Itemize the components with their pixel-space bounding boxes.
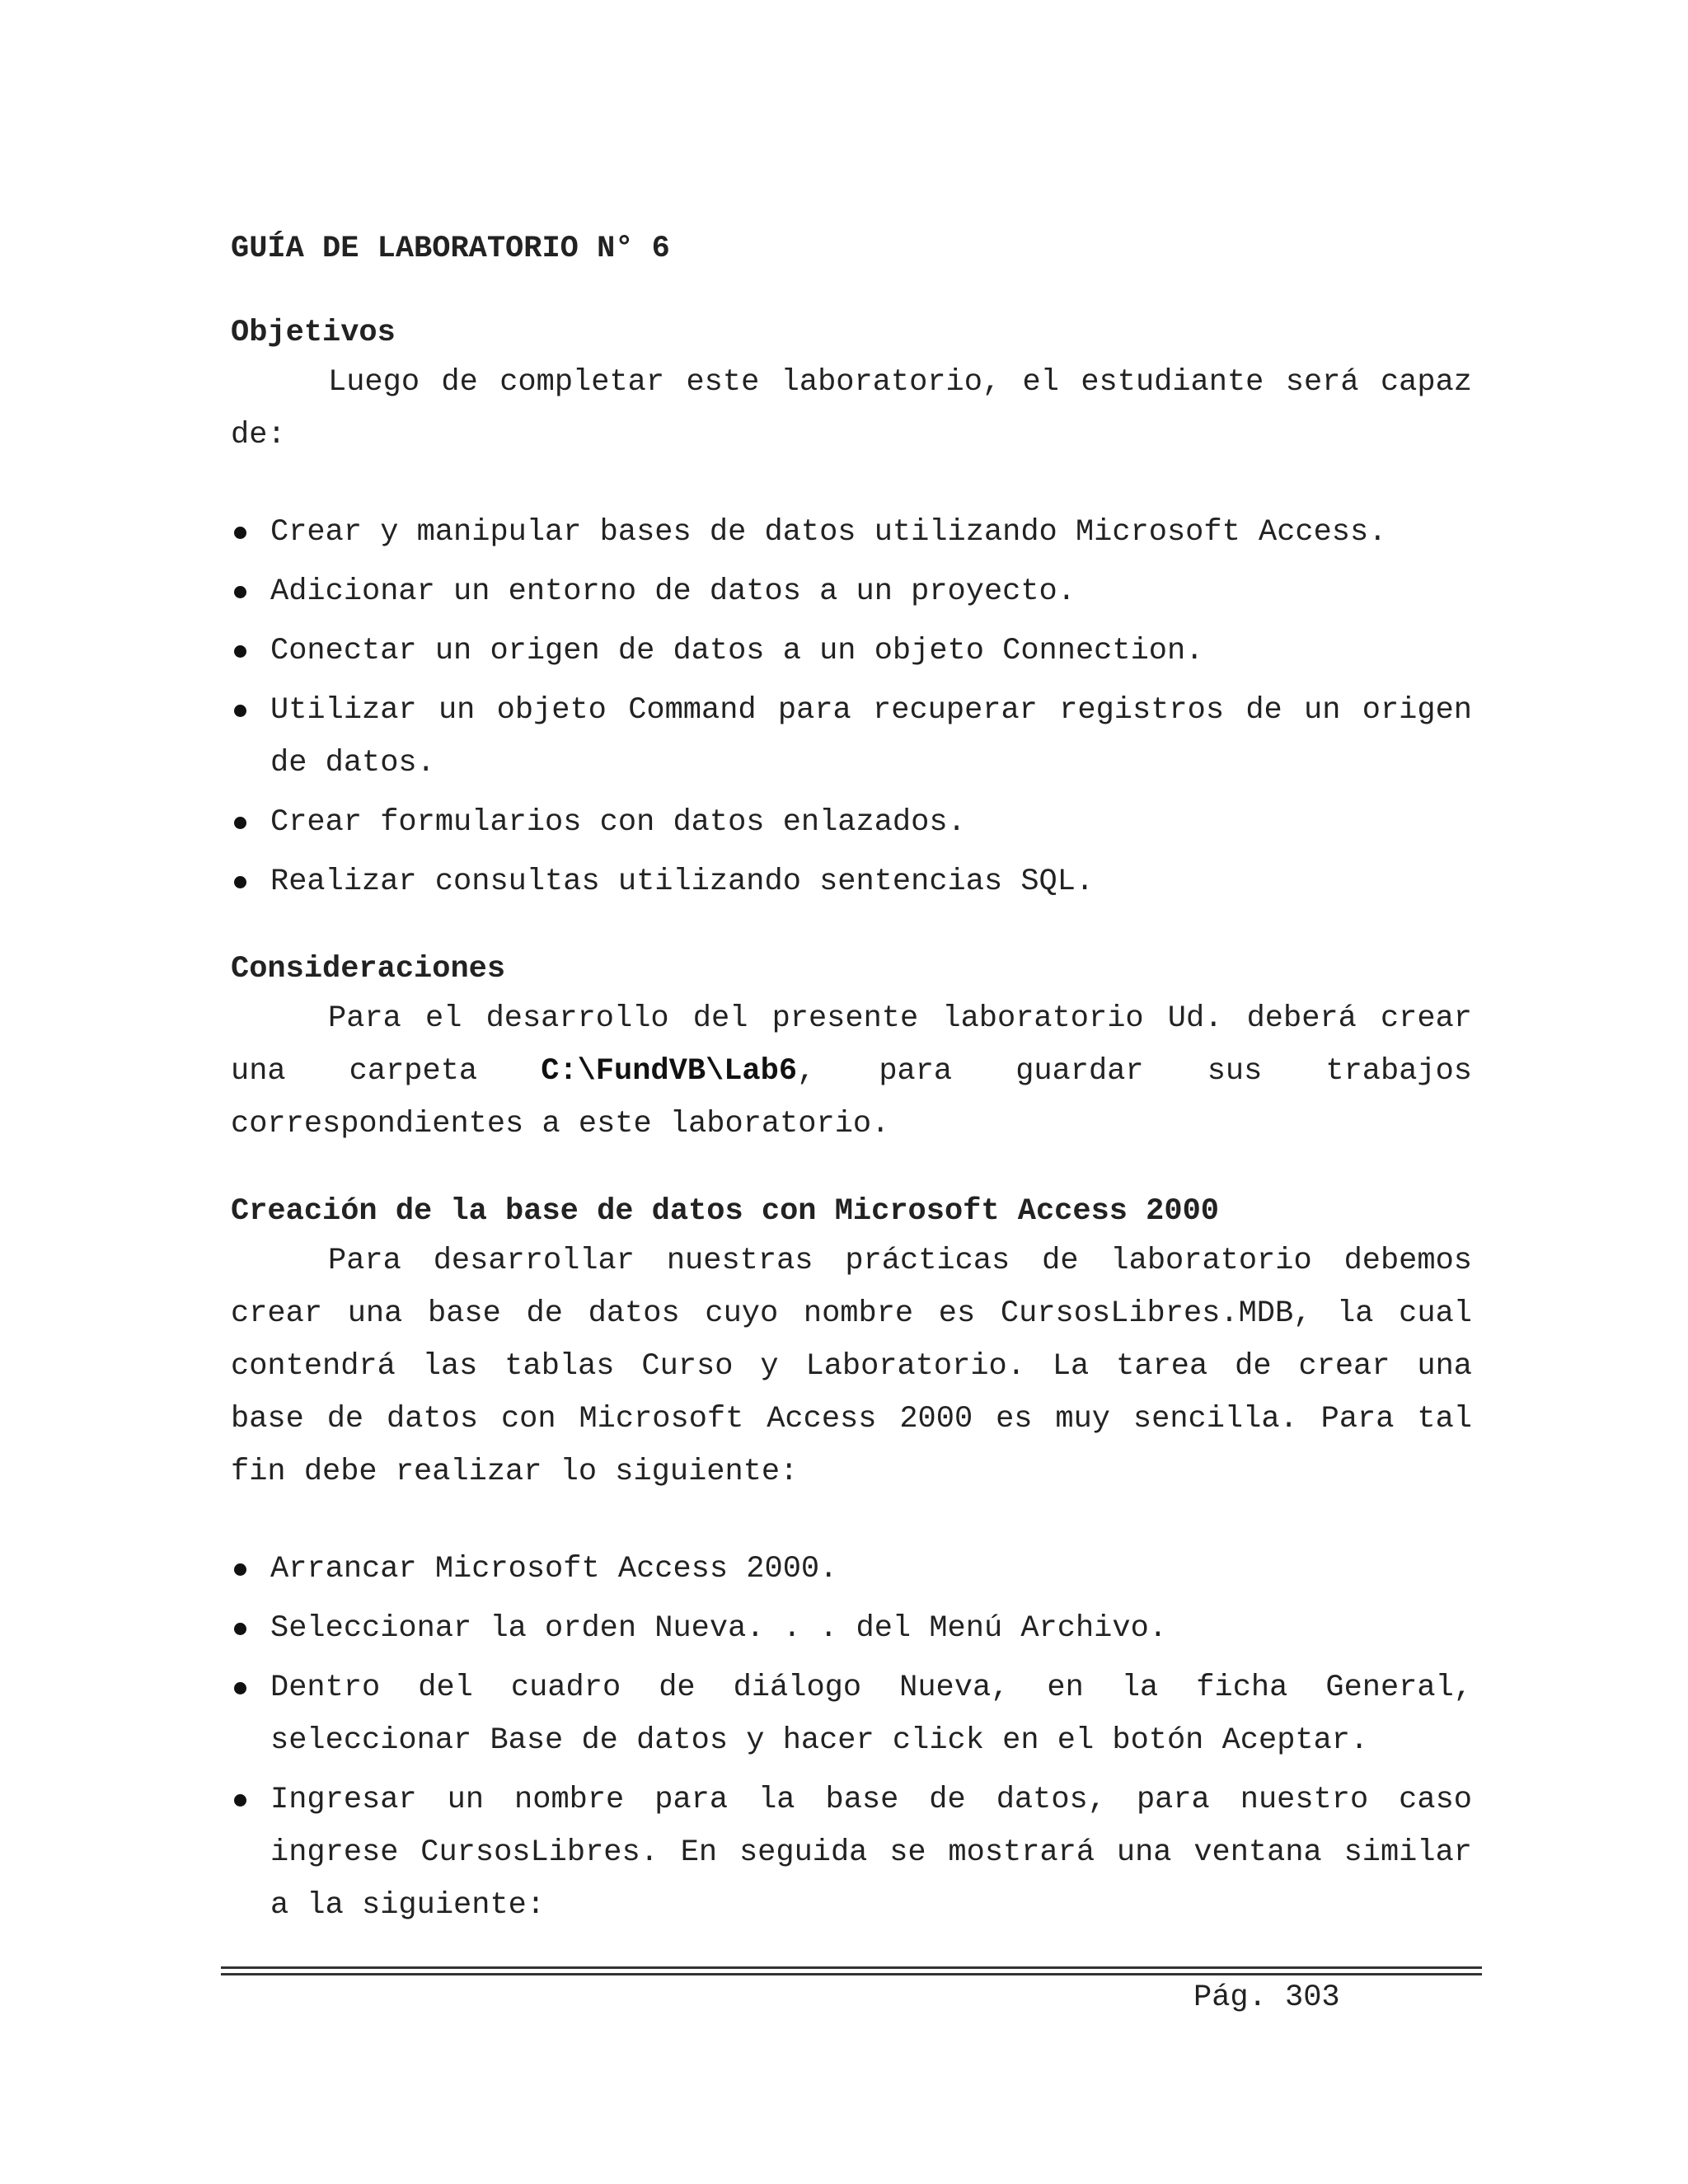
list-item-text: Ingresar un nombre para la base de datos, para nuestro caso ingrese CursosLibres. En seguida se mostrará una ventana similar a la siguiente: xyxy=(270,1783,1472,1923)
section-heading-consideraciones: Consideraciones xyxy=(231,952,506,987)
list-item-text: Conectar un origen de datos a un objeto Connection. xyxy=(270,634,1204,668)
section-objetivos xyxy=(231,310,1472,908)
section-consideraciones xyxy=(231,946,1472,1151)
bullet-icon xyxy=(234,1623,246,1635)
consideraciones-text-before: Para el desarrollo del presente laboratorio Ud. deberá crear una carpeta xyxy=(231,1001,1472,1089)
list-item xyxy=(231,796,1472,849)
objetivos-list xyxy=(231,506,1472,908)
list-item xyxy=(231,1774,1472,1932)
list-item-text: Seleccionar la orden Nueva. . . del Menú Archivo. xyxy=(270,1611,1167,1646)
list-item xyxy=(231,1661,1472,1767)
list-item xyxy=(231,506,1472,559)
bullet-icon xyxy=(234,1682,246,1694)
document-page xyxy=(231,224,1472,1938)
list-item xyxy=(231,625,1472,677)
list-item xyxy=(231,684,1472,790)
bullet-icon xyxy=(234,876,246,888)
bullet-icon xyxy=(234,705,246,717)
bullet-icon xyxy=(234,527,246,539)
consideraciones-text-after: , para guardar sus trabajos correspondientes a este laboratorio. xyxy=(231,1054,1473,1141)
section-creacion xyxy=(231,1188,1472,1932)
bullet-icon xyxy=(234,817,246,829)
list-item-text: Crear y manipular bases de datos utilizando Microsoft Access. xyxy=(270,515,1387,550)
objetivos-intro: Luego de completar este laboratorio, el estudiante será capaz de: xyxy=(231,365,1472,452)
creacion-intro: Para desarrollar nuestras prácticas de laboratorio debemos crear una base de datos cuyo nombre es CursosLibres.MDB, la cual contendrá las tablas Curso y Laboratorio. La tarea de crear una base de datos con Microsoft Access 2000 es muy sencilla. Para tal fin debe realizar lo siguiente: xyxy=(231,1244,1472,1489)
bullet-icon xyxy=(234,1794,246,1807)
list-item-text: Adicionar un entorno de datos a un proyecto. xyxy=(270,574,1076,609)
list-item-text: Utilizar un objeto Command para recuperar registros de un origen de datos. xyxy=(270,693,1472,780)
page-number: Pág. 303 xyxy=(1193,1980,1340,2015)
list-item-text: Arrancar Microsoft Access 2000. xyxy=(270,1552,838,1586)
list-item-text: Realizar consultas utilizando sentencias SQL. xyxy=(270,865,1095,899)
bullet-icon xyxy=(234,1563,246,1576)
list-item-text: Crear formularios con datos enlazados. xyxy=(270,805,966,840)
folder-path: C:\FundVB\Lab6 xyxy=(541,1054,798,1089)
creacion-list xyxy=(231,1543,1472,1932)
section-heading-creacion: Creación de la base de datos con Microsoft Access 2000 xyxy=(231,1194,1219,1229)
section-heading-objetivos: Objetivos xyxy=(231,316,396,350)
bullet-icon xyxy=(234,645,246,658)
consideraciones-text xyxy=(231,992,1472,1151)
bullet-icon xyxy=(234,586,246,598)
list-item xyxy=(231,1543,1472,1596)
list-item xyxy=(231,1602,1472,1655)
page-title: GUÍA DE LABORATORIO N° 6 xyxy=(231,232,670,266)
list-item-text: Dentro del cuadro de diálogo Nueva, en la ficha General, seleccionar Base de datos y hacer click en el botón Aceptar. xyxy=(270,1671,1472,1758)
list-item xyxy=(231,565,1472,618)
list-item xyxy=(231,855,1472,908)
footer-rule-top xyxy=(221,1966,1482,1969)
